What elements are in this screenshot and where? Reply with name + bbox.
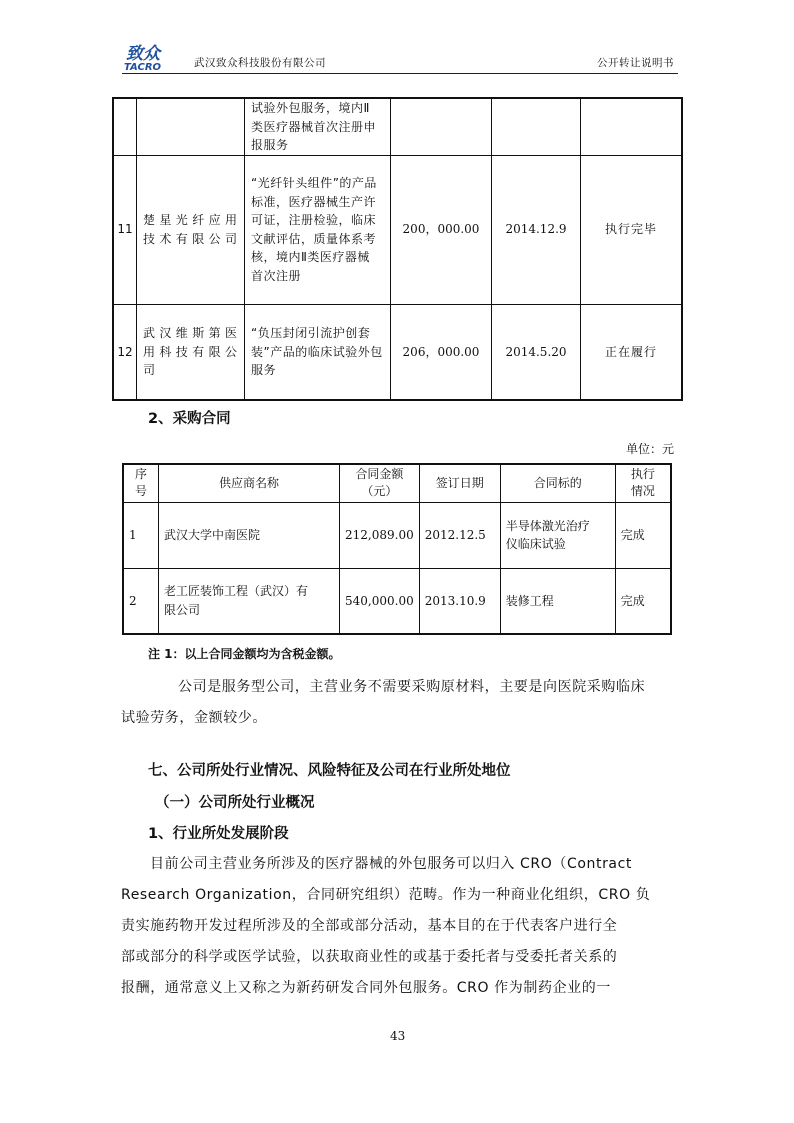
execution-status (581, 98, 683, 155)
client-line: 楚星光纤应用 (143, 213, 238, 227)
contract-subject (500, 568, 615, 634)
client-name (137, 304, 245, 400)
header-line: （元） (361, 484, 398, 499)
company-logo (122, 42, 186, 72)
col-header-subject: 合同标的 (500, 464, 615, 502)
contract-amount: 206，000.00 (391, 304, 492, 400)
logo-cn-text: 致众 (126, 44, 160, 64)
page-header (122, 42, 678, 72)
contract-subject (245, 98, 391, 155)
logo-en-text: TACRO (124, 62, 162, 72)
header-line: 执行 (630, 467, 655, 482)
paragraph-line: 报酬，通常意义上又称之为新药研发合同外包服务。CRO 作为制药企业的一 (121, 980, 611, 996)
subject-line: 类医疗器械首次注册申 (251, 119, 377, 134)
col-header-supplier: 供应商名称 (159, 464, 340, 502)
header-line: 情况 (630, 484, 655, 499)
subject-line: 标准，医疗器械生产许 (251, 194, 377, 209)
subject-line: “负压封闭引流护创套 (251, 326, 371, 340)
header-line: 合同金额 (355, 467, 404, 482)
supplier-name (159, 568, 340, 634)
col-header-amount (340, 464, 420, 502)
execution-status: 执行完毕 (581, 155, 683, 304)
subject-line: 装修工程 (505, 593, 554, 608)
paragraph-line: 部或部分的科学或医学试验，以获取商业性的或基于委托者与受委托者关系的 (121, 949, 618, 965)
supplier-name (159, 502, 340, 568)
table-row (113, 304, 682, 400)
sign-date (492, 98, 581, 155)
subject-line: 服务 (251, 363, 277, 377)
table-row (123, 568, 671, 634)
row-index: 12 (113, 304, 137, 400)
client-name (137, 155, 245, 304)
header-line: 序 (134, 467, 147, 482)
chapter-title: 七、公司所处行业情况、风险特征及公司在行业所处地位 (148, 763, 511, 779)
contract-subject (245, 155, 391, 304)
row-index (113, 98, 137, 155)
paragraph-line: Research Organization，合同研究组织）范畴。作为一种商业化组织，CRO 负 (121, 887, 651, 903)
purchase-contracts-table (122, 463, 672, 635)
unit-label: 单位：元 (626, 442, 675, 456)
contract-subject (500, 502, 615, 568)
header-rule (122, 73, 678, 74)
subsection-title: （一）公司所处行业概况 (155, 795, 315, 811)
contract-amount: 212,089.00 (340, 502, 420, 568)
subject-line: 文献评估，质量体系考 (251, 231, 377, 246)
subject-line: 装”产品的临床试验外包 (251, 344, 383, 359)
sign-date: 2013.10.9 (419, 568, 500, 634)
col-header-index (123, 464, 159, 502)
supplier-line: 武汉大学中南医院 (164, 527, 261, 542)
execution-status: 完成 (615, 568, 671, 634)
page-number: 43 (390, 1029, 406, 1043)
col-header-status (615, 464, 671, 502)
document-type: 公开转让说明书 (597, 57, 674, 69)
paragraph-line: 公司是服务型公司，主营业务不需要采购原材料，主要是向医院采购临床 (178, 679, 646, 695)
table-row (113, 155, 682, 304)
client-line: 司 (143, 363, 157, 377)
supplier-line: 限公司 (164, 602, 201, 617)
client-line: 技术有限公司 (143, 231, 238, 246)
company-name: 武汉致众科技股份有限公司 (194, 57, 326, 69)
subject-line: 仪临床试验 (505, 537, 566, 551)
subject-line: 首次注册 (251, 268, 302, 283)
subject-line: 报服务 (251, 138, 289, 152)
table-row (123, 502, 671, 568)
subject-line: 半导体激光治疗 (505, 518, 590, 533)
row-index: 11 (113, 155, 137, 304)
table-row (113, 98, 682, 155)
subject-line: 试验外包服务，境内Ⅱ (251, 101, 370, 115)
execution-status: 完成 (615, 502, 671, 568)
sign-date: 2012.12.5 (419, 502, 500, 568)
client-name (137, 98, 245, 155)
section-title: 2、采购合同 (148, 411, 231, 427)
table-note: 注 1：以上合同金额均为含税金额。 (148, 647, 341, 661)
client-line: 武汉维斯第医 (143, 326, 238, 340)
contract-amount (391, 98, 492, 155)
subject-line: 核，境内Ⅱ类医疗器械 (251, 250, 370, 264)
supplier-line: 老工匠装饰工程（武汉）有 (164, 584, 309, 599)
header-line: 号 (134, 484, 147, 499)
contract-amount: 540,000.00 (340, 568, 420, 634)
paragraph-line: 目前公司主营业务所涉及的医疗器械的外包服务可以归入 CRO（Contract (150, 856, 632, 872)
sales-contracts-table (112, 97, 683, 401)
row-index: 1 (123, 502, 159, 568)
sign-date: 2014.5.20 (492, 304, 581, 400)
contract-subject (245, 304, 391, 400)
contract-amount: 200，000.00 (391, 155, 492, 304)
subject-line: “光纤针头组件”的产品 (251, 176, 377, 190)
client-line: 用科技有限公 (143, 344, 238, 359)
col-header-date: 签订日期 (419, 464, 500, 502)
row-index: 2 (123, 568, 159, 634)
sign-date: 2014.12.9 (492, 155, 581, 304)
paragraph-line: 责实施药物开发过程所涉及的全部或部分活动，基本目的在于代表客户进行全 (121, 918, 618, 934)
subject-line: 可证，注册检验，临床 (251, 213, 377, 227)
paragraph-line: 试验劳务，金额较少。 (121, 710, 267, 726)
table-header-row (123, 464, 671, 502)
execution-status: 正在履行 (581, 304, 683, 400)
sub-subsection-title: 1、行业所处发展阶段 (148, 826, 289, 842)
